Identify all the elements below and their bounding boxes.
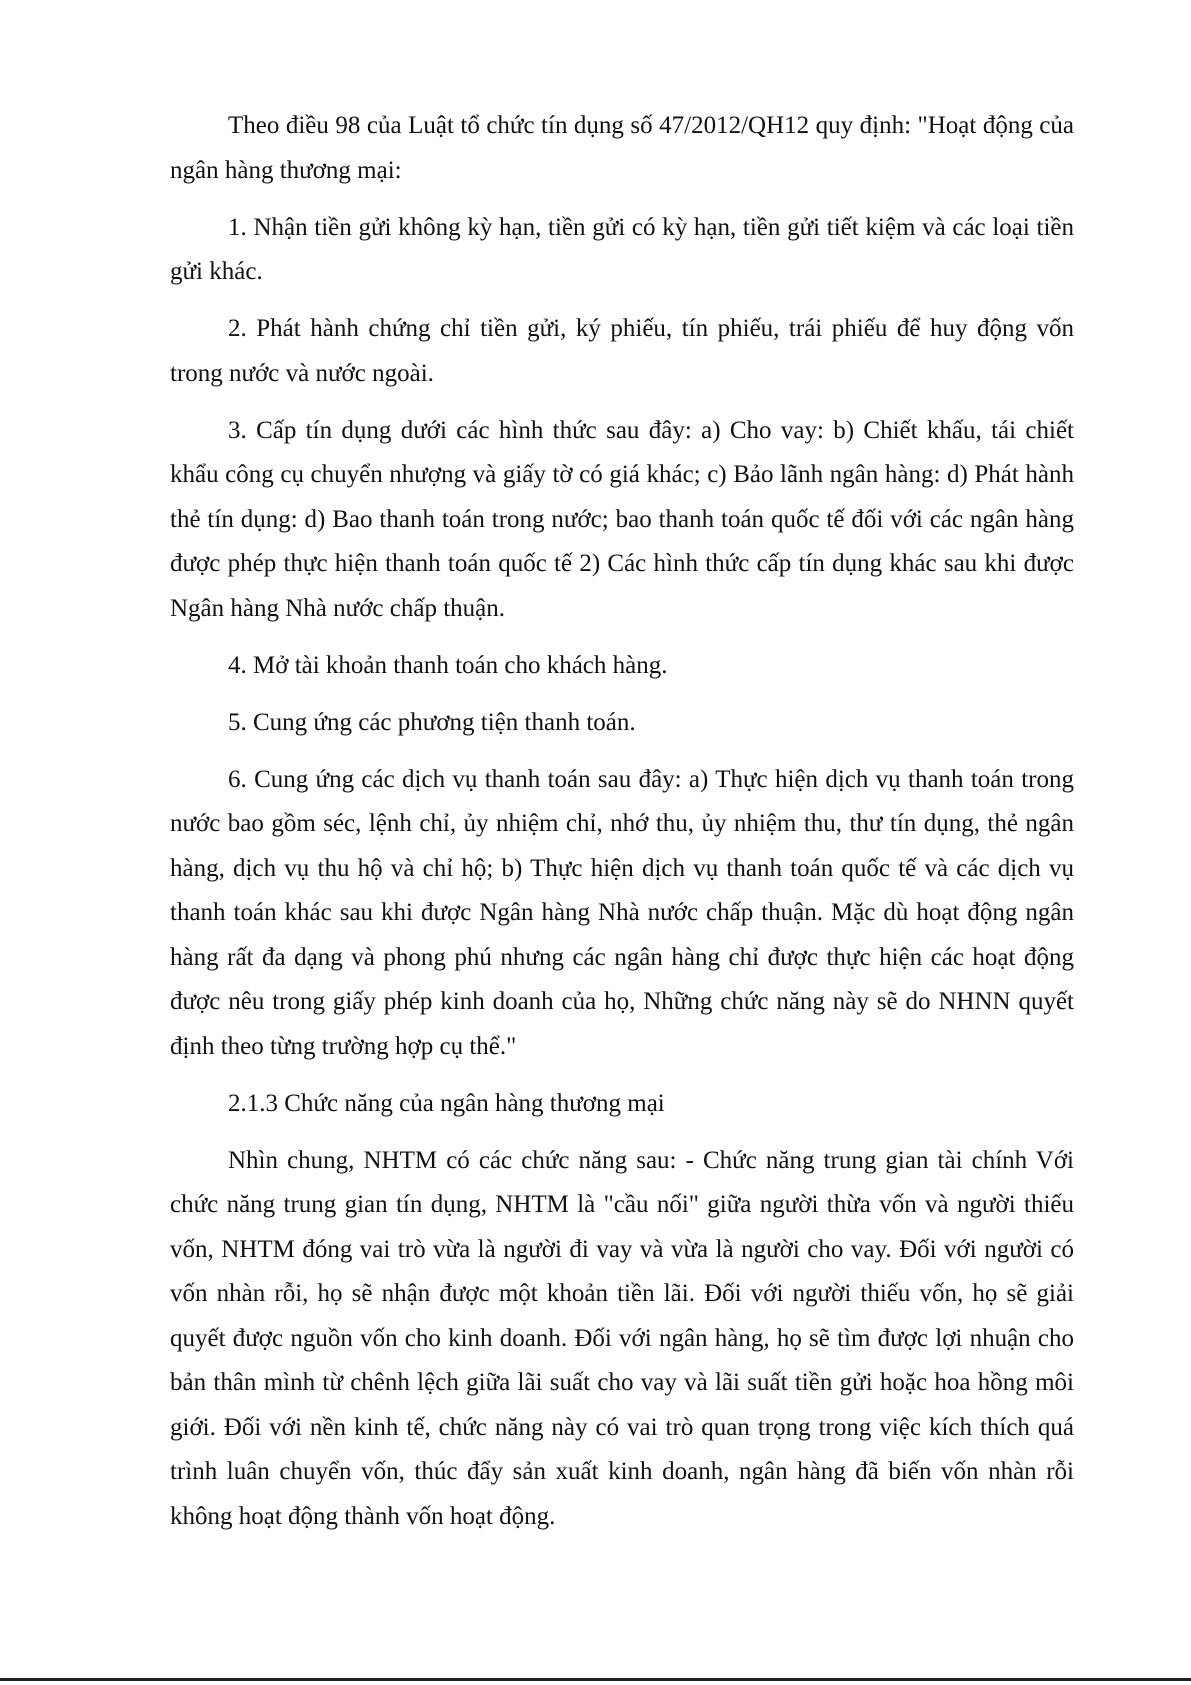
paragraph-item-6: 6. Cung ứng các dịch vụ thanh toán sau đây: a) Thực hiện dịch vụ thanh toán trong nước bao gồm séc, lệnh chỉ, ủy nhiệm chỉ, nhớ thu, ủy nhiệm thu, thư tín dụng, thẻ ngân hàng, dịch vụ thu hộ và chỉ hộ; b) Thực hiện dịch vụ thanh toán quốc tế và các dịch vụ thanh toán khác sau khi được Ngân hàng Nhà nước chấp thuận. Mặc dù hoạt động ngân hàng rất đa dạng và phong phú nhưng các ngân hàng chỉ được thực hiện các hoạt động được nêu trong giấy phép kinh doanh của họ, Những chức năng này sẽ do NHNN quyết định theo từng trường hợp cụ thể." (170, 765, 1074, 1060)
paragraph-functions: Nhìn chung, NHTM có các chức năng sau: - Chức năng trung gian tài chính Với chức năng trung gian tín dụng, NHTM là "cầu nối" giữa người thừa vốn và người thiếu vốn, NHTM đóng vai trò vừa là người đi vay và vừa là người cho vay. Đối với người có vốn nhàn rỗi, họ sẽ nhận được một khoản tiền lãi. Đối với người thiếu vốn, họ sẽ giải quyết được nguồn vốn cho kinh doanh. Đối với ngân hàng, họ sẽ tìm được lợi nhuận cho bản thân mình từ chênh lệch giữa lãi suất cho vay và lãi suất tiền gửi hoặc hoa hồng môi giới. Đối với nền kinh tế, chức năng này có vai trò quan trọng trong việc kích thích quá trình luân chuyển vốn, thúc đẩy sản xuất kinh doanh, ngân hàng đã biến vốn nhàn rỗi không hoạt động thành vốn hoạt động. (170, 1146, 1074, 1530)
paragraph-item-1: 1. Nhận tiền gửi không kỳ hạn, tiền gửi có kỳ hạn, tiền gửi tiết kiệm và các loại tiền gửi khác. (170, 213, 1074, 285)
document-page (170, 104, 1074, 1552)
paragraph-item-2: 2. Phát hành chứng chỉ tiền gửi, ký phiếu, tín phiếu, trái phiếu để huy động vốn trong nước và nước ngoài. (170, 315, 1074, 387)
paragraph-item-4: 4. Mở tài khoản thanh toán cho khách hàng. (228, 651, 668, 679)
paragraph-item-5: 5. Cung ứng các phương tiện thanh toán. (228, 708, 636, 736)
page-bottom-rule (0, 1678, 1191, 1681)
section-heading: 2.1.3 Chức năng của ngân hàng thương mại (228, 1089, 665, 1117)
paragraph-item-3: 3. Cấp tín dụng dưới các hình thức sau đây: a) Cho vay: b) Chiết khấu, tái chiết khẩu công cụ chuyển nhượng và giấy tờ có giá khác; c) Bảo lãnh ngân hàng: d) Phát hành thẻ tín dụng: d) Bao thanh toán trong nước; bao thanh toán quốc tế đối với các ngân hàng được phép thực hiện thanh toán quốc tế 2) Các hình thức cấp tín dụng khác sau khi được Ngân hàng Nhà nước chấp thuận. (170, 416, 1074, 622)
paragraph-intro: Theo điều 98 của Luật tổ chức tín dụng số 47/2012/QH12 quy định: "Hoạt động của ngân hàng thương mại: (170, 112, 1074, 184)
